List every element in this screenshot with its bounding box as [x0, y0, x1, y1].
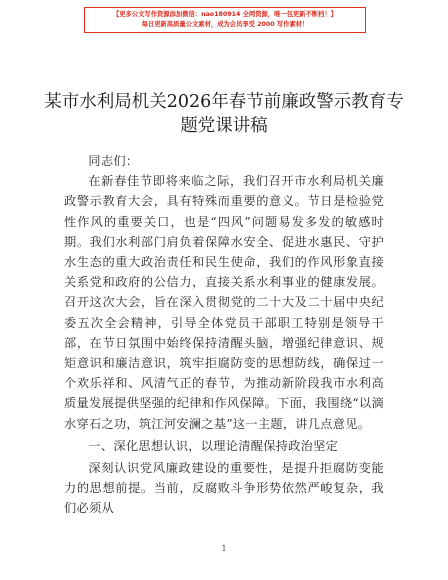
document-title: 某市水利局机关2026年春节前廉政警示教育专题党课讲稿 — [44, 92, 404, 136]
paragraph-1: 在新春佳节即将来临之际，我们召开市水利局机关廉政警示教育大会，具有特殊而重要的意义。节日是检验党性作风的重要关口，也是“四风”问题易发多发的敏感时期。我们水利部门肩负着保障水安全、促进水惠民、守护水生态的重大政治责任和民生使命，我们的作风形象直接关系党和政府的公信力，直接关系水利事业的健康发展。召开这次大会，旨在深入贯彻党的二十大及二十届中央纪委五次全会精神，引导全体党员干部职工特别是领导干部，在节日氛围中始终保持清醒头脑，增强纪律意识、规矩意识和廉洁意识，筑牢拒腐防变的思想防线，确保过一个欢乐祥和、风清气正的春节，为推动新阶段我市水利高质量发展提供坚强的纪律和作风保障。下面，我围绕“以滴水穿石之功，筑江河安澜之基”这一主题，讲几点意见。 — [64, 174, 384, 431]
page-number: 1 — [221, 544, 227, 553]
salutation: 同志们： — [88, 154, 139, 168]
banner-line-1: 【更多公文写作资源添加微信：nao180914 全网资源，唯一包更新不断档！】 — [112, 11, 338, 18]
promo-banner — [84, 7, 366, 33]
section-heading-1: 一、深化思想认识，以理论清醒保持政治坚定 — [88, 438, 339, 453]
document-body — [64, 151, 384, 519]
banner-line-2: 每日更新高质量公文素材，成为会员享受 2000 写作素材！ — [141, 21, 309, 28]
paragraph-2: 深刻认识党风廉政建设的重要性，是提升拒腐防变能力的思想前提。当前，反腐败斗争形势依然严峻复杂，我们必须从 — [64, 461, 384, 516]
